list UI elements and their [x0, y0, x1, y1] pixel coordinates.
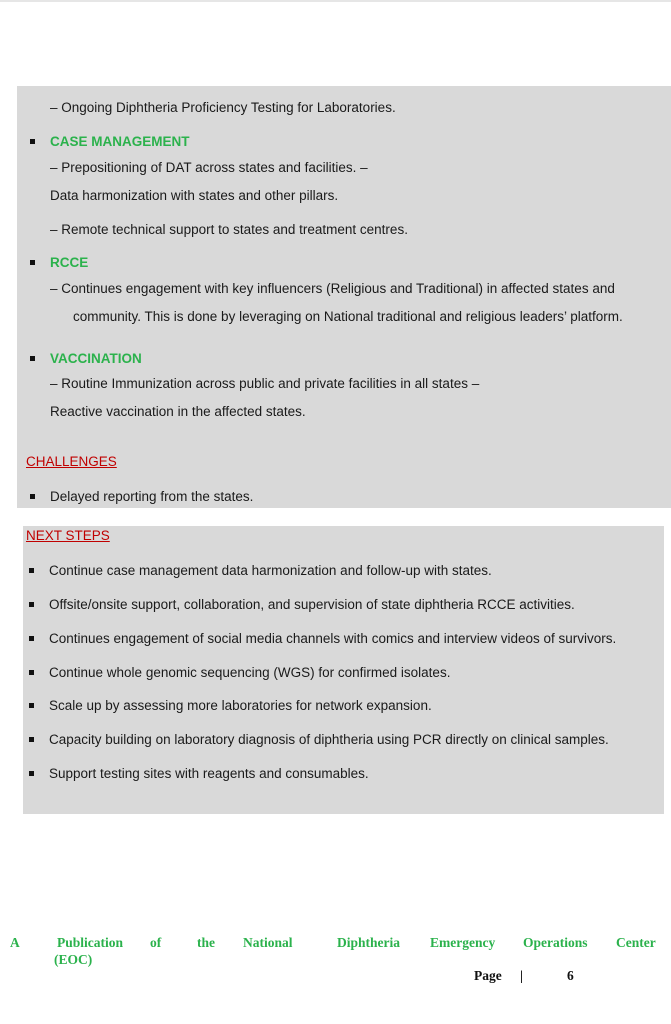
- case-management-heading: CASE MANAGEMENT: [50, 134, 190, 149]
- page-number: 6: [567, 968, 574, 983]
- vaccination-heading: VACCINATION: [50, 351, 142, 366]
- bullet-icon: [29, 602, 34, 607]
- bullet-icon: [29, 703, 34, 708]
- top-rule: [0, 0, 671, 2]
- page-label: Page: [474, 968, 502, 983]
- bullet-icon: [29, 670, 34, 675]
- vaccination-line-2: Reactive vaccination in the affected states.: [50, 404, 306, 419]
- footer-word: Operations: [523, 935, 588, 950]
- next-step-item: Capacity building on laboratory diagnosis of diphtheria using PCR directly on clinical samples.: [49, 732, 609, 747]
- case-management-line-2: Data harmonization with states and other pillars.: [50, 188, 339, 203]
- rcce-line-2: community. This is done by leveraging on National traditional and religious leaders’ platform.: [73, 309, 623, 324]
- next-step-item: Continue whole genomic sequencing (WGS) for confirmed isolates.: [49, 665, 451, 680]
- next-step-item: Continues engagement of social media channels with comics and interview videos of survivors.: [49, 631, 617, 646]
- footer-word: the: [197, 935, 215, 950]
- challenges-heading: CHALLENGES: [26, 454, 117, 469]
- next-step-item: Continue case management data harmonization and follow-up with states.: [49, 563, 492, 578]
- footer-word: of: [150, 935, 162, 950]
- challenge-item: Delayed reporting from the states.: [50, 489, 254, 504]
- case-management-line-1: – Prepositioning of DAT across states and facilities. –: [50, 160, 368, 175]
- rcce-line-1: – Continues engagement with key influencers (Religious and Traditional) in affected states and: [50, 281, 615, 296]
- footer-eoc: (EOC): [54, 952, 93, 967]
- footer-word: Publication: [57, 935, 124, 950]
- bullet-icon: [30, 260, 35, 265]
- case-management-line-3: – Remote technical support to states and treatment centres.: [50, 222, 408, 237]
- pt-line: – Ongoing Diphtheria Proficiency Testing for Laboratories.: [50, 100, 396, 115]
- footer-word: Diphtheria: [337, 935, 401, 950]
- page-separator: |: [520, 968, 523, 983]
- bullet-icon: [29, 771, 34, 776]
- next-step-item: Scale up by assessing more laboratories for network expansion.: [49, 698, 432, 713]
- next-step-item: Support testing sites with reagents and consumables.: [49, 766, 369, 781]
- footer-word: A: [10, 935, 20, 950]
- bullet-icon: [30, 494, 35, 499]
- bullet-icon: [30, 139, 35, 144]
- bullet-icon: [29, 636, 34, 641]
- footer-word: Emergency: [430, 935, 496, 950]
- bullet-icon: [30, 356, 35, 361]
- footer-word: National: [243, 935, 293, 950]
- footer-word: Center: [616, 935, 656, 950]
- next-step-item: Offsite/onsite support, collaboration, and supervision of state diphtheria RCCE activities.: [49, 597, 575, 612]
- bullet-icon: [29, 568, 34, 573]
- rcce-heading: RCCE: [50, 255, 89, 270]
- bullet-icon: [29, 737, 34, 742]
- next-steps-heading: NEXT STEPS: [26, 528, 110, 543]
- vaccination-line-1: – Routine Immunization across public and private facilities in all states –: [50, 376, 480, 391]
